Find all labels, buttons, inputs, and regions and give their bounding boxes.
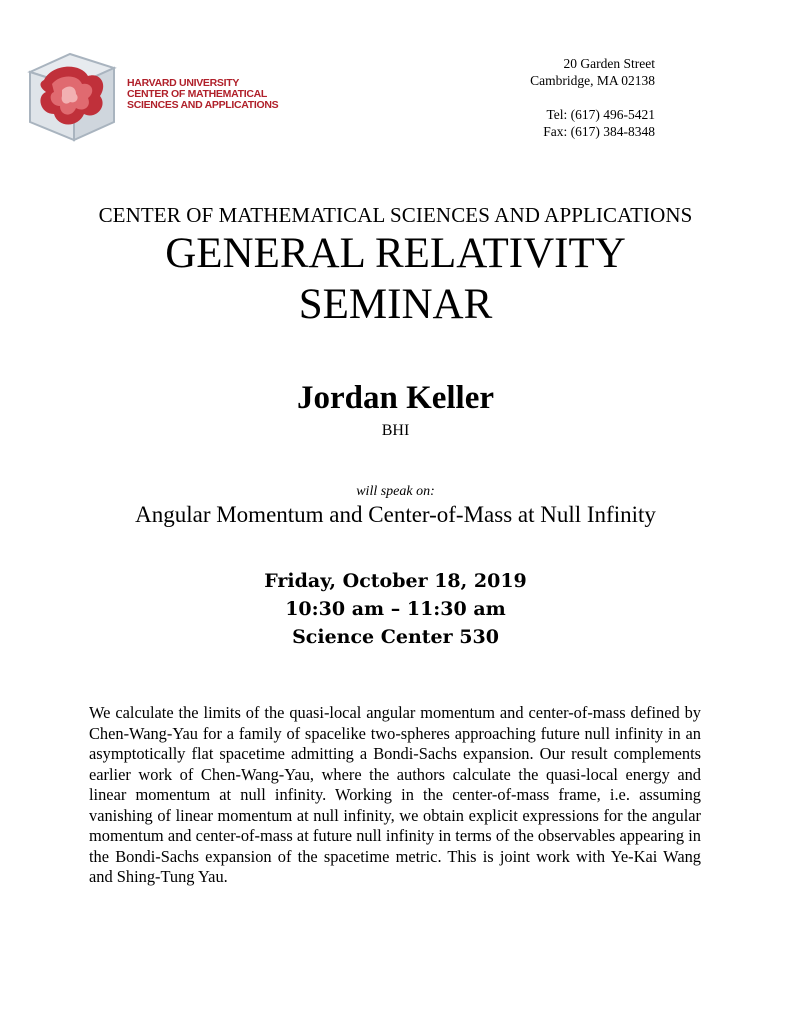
event-date: Friday, October 18, 2019 — [264, 570, 527, 592]
abstract-text: We calculate the limits of the quasi-local angular momentum and center-of-mass defined by Chen-Wang-Yau for a family of spacelike two-spheres approaching future null infinity in an asymptotically flat spacetime admitting a Bondi-Sachs expansion. Our result complements earlier work of Chen-Wang-Yau, where the authors calculate the quasi-local energy and linear momentum at null infinity. Working in the center-of-mass frame, i.e. assuming vanishing of linear momentum at null infinity, we obtain explicit expressions for the angular momentum and center-of-mass at future null infinity in terms of the observables appearing in the Bondi-Sachs expansion of the spacetime metric. This is joint work with Ye-Kai Wang and Shing-Tung Yau. — [89, 703, 701, 886]
fax-number: Fax: (617) 384-8348 — [543, 124, 655, 139]
seminar-title-line1: GENERAL RELATIVITY — [165, 230, 626, 277]
address-spacer — [480, 89, 655, 106]
logo-wordmark — [127, 78, 287, 111]
logo-line-university: HARVARD UNIVERSITY — [127, 77, 240, 89]
address-street: 20 Garden Street — [563, 56, 655, 71]
speaker-name: Jordan Keller — [296, 380, 495, 416]
event-time: 10:30 am – 11:30 am — [285, 598, 506, 620]
address-city: Cambridge, MA 02138 — [530, 73, 655, 88]
address-block — [480, 55, 655, 140]
phone-number: Tel: (617) 496-5421 — [546, 107, 655, 122]
logo-line-center: CENTER OF MATHEMATICAL — [127, 88, 267, 100]
talk-intro: will speak on: — [356, 484, 435, 499]
cube-logo-icon — [22, 50, 122, 142]
event-location: Science Center 530 — [292, 626, 499, 648]
talk-title: Angular Momentum and Center-of-Mass at Null Infinity — [135, 502, 656, 527]
event-info — [0, 567, 791, 651]
cmsa-logo — [22, 50, 279, 142]
seminar-title — [0, 228, 791, 330]
seminar-title-line2: SEMINAR — [298, 281, 493, 328]
logo-line-sciences: SCIENCES AND APPLICATIONS — [127, 99, 279, 111]
speaker-affiliation: BHI — [381, 422, 410, 439]
center-name-heading: CENTER OF MATHEMATICAL SCIENCES AND APPLICATIONS — [98, 203, 693, 227]
